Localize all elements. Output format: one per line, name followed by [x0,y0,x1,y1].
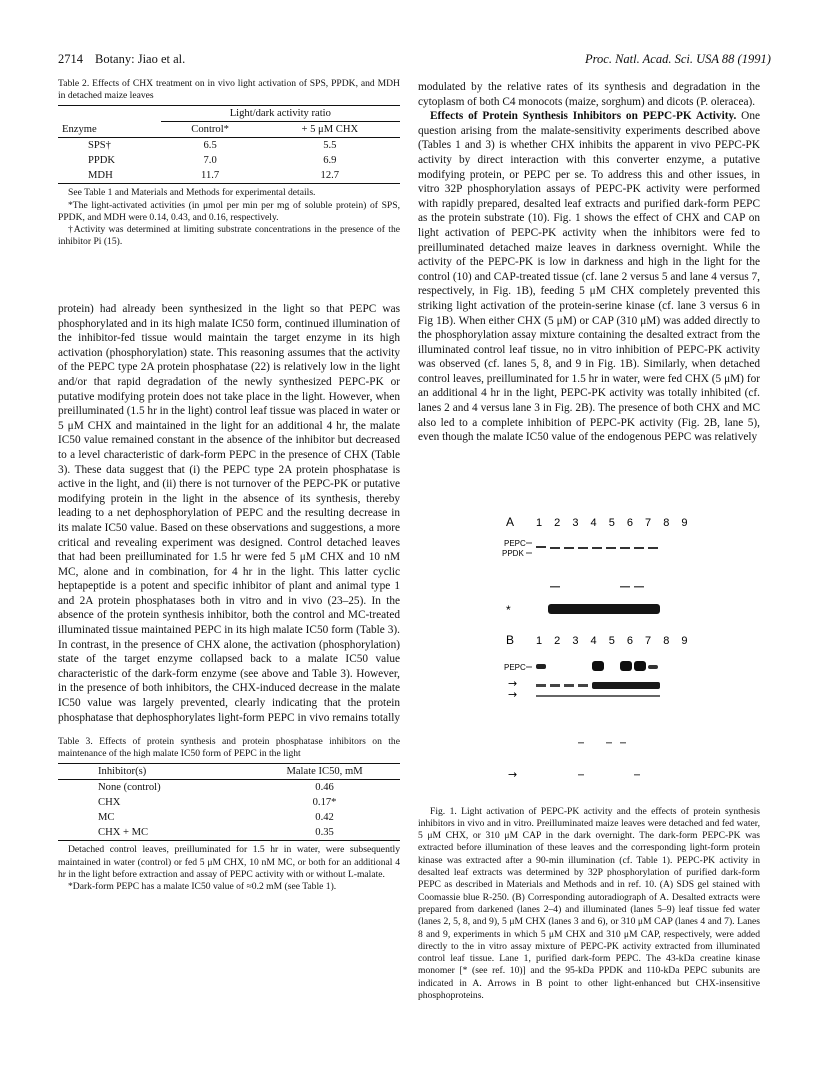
right-column-body [418,80,760,504]
gel-band [648,665,658,669]
gel-band [536,695,660,697]
lane-numbers-a: 1 2 3 4 5 6 7 8 9 [536,517,693,529]
gel-band [634,774,640,776]
gel-b-pepc-bands [536,661,658,671]
gel-band [620,661,632,671]
body-paragraph: protein) had already been synthesized in the light so that PEPC was phosphorylated and in its high malate IC50 form, continued illumination of the inhibitor-fed tissue would maintain the target enzyme in its high activation (phosphorylation) state. This reasoning assumes that the activity of the PEPC type 2A protein phosphatase (22) is relatively low in the light and/or that rapid degradation of the newly synthesized PEPC-PK or putative modifying protein does not take place in the light. However, when preilluminated (1.5 hr in the light) control leaf tissue was placed in water or 5 μM CHX and maintained in the light for an additional 4 hr, the malate IC50 value remained constant in the absence of the inhibitor but decreased to a level characteristic of dark-form PEPC in the presence of CHX (Table 3). These data suggest that (i) the PEPC type 2A protein phosphatase is active in the light, and (ii) there is not turnover of the PEPC-PK or putative modifying protein in the light in the absence of its synthesis, thereby leading to a net dephosphorylation of PEPC and the resulting decrease in its malate IC50 value. Based on these observations and suggestions, a more critical and revealing experiment was designed. Control detached leaves that had been preilluminated for 1.5 hr were fed 5 μM CHX and 10 nM MC, alone and in combination, for 4 hr in the light. This latter cyclic heptapeptide is a potent and specific inhibitor of plant and animal type 1 and 2A protein phosphatases both in vitro and in vivo (23–25). In the absence of the protein synthesis inhibitor, both the control and MC-treated illuminated tissue maintained PEPC in its high malate IC50 form (Table 3). In contrast, in the presence of CHX alone, the activation (phosphorylation) state of the target enzyme collapsed back to a malate IC50 value characteristic of the dark-form enzyme (see above and Table 3). However, in the presence of both inhibitors, the CHX-induced decrease in the malate IC50 value was largely prevented, clearly indicating that the protein phosphatase that dephosphorylates light-form PEPC in vivo remains totally [58,303,400,724]
arrow-icon: → [508,677,518,690]
gel-band [578,684,588,687]
table3-note: Detached control leaves, preilluminated for 1.5 hr in water, were subsequently maintained in water (control) or fed 5 μM CHX, 10 nM MC, or both for an additional 4 hr in the light before extraction and assay of PEPC activity with or without L-malate. [58,844,400,880]
table3 [58,736,400,893]
gel-band [606,742,612,744]
gel-band [578,547,588,549]
panel-a-label: A [506,515,515,529]
body-paragraph: One question arising from the malate-sensitivity experiments described above (Tables 1 and 3) is whether CHX inhibits the apparent in vivo PEPC-PK activity by direct interaction with this converter enzyme, a putative modifying protein, or PEPC per se. To address this and other issues, in vitro 32P phosphorylation assays of PEPC-PK activity were performed with rapidly prepared, desalted leaf extracts and purified dark-form PEPC as the protein substrate (10). Fig. 1 shows the effect of CHX and CAP on light activation of PEPC-PK activity when the inhibitors were fed to preilluminated detached maize leaves in darkness overnight. While the activity of the PEPC-PK is low in darkness and high in the light for the control (10) and CAP-treated tissue (cf. lane 2 versus 5 and lane 4 versus 7, respectively, in Fig. 1B), feeding 5 μM CHX completely prevented this striking light activation of the protein-serine kinase (cf. lane 3 versus 6 in Fig 1B). When either CHX (5 μM) or CAP (310 μM) was added directly to the phosphorylation assay mixture containing the desalted extract from the illuminated control leaf tissue, no in vitro inhibition of PEPC-PK activity was observed (cf. lanes 5, 8, and 9 in Fig. 1B). Similarly, when detached control leaves, preilluminated for 1.5 hr in water, were fed CHX (5 μM) for an additional 4 hr in the light, PEPC-PK activity was totally inhibited (cf. lanes 2 and 4 versus lane 3 in Fig. 2B). The presence of both CHX and MC also led to a complete inhibition of PEPC-PK activity (Fig. 2B, lane 5), even though the malate IC50 value of the endogenous PEPC was relatively [418,110,760,444]
table3-col-ic50: Malate IC50, mM [286,765,363,777]
gel-band [606,547,616,549]
table3-grid [58,764,400,841]
table2-col-control: Control* [191,123,229,135]
gel-a-mid-bands [550,586,644,588]
ppdk-label: PPDK [502,549,524,558]
table-row: PPDK 7.0 6.9 [88,154,337,166]
gel-band [592,661,604,671]
gel-figure [418,512,760,784]
body-paragraph-intro: modulated by the relative rates of its synthesis and degradation in the cytoplasm of both C4 monocots (maize, sorghum) and dicots (P. oleracea). [418,81,760,108]
gel-band [536,684,546,687]
left-column-body [58,302,400,724]
table-row: CHX + MC 0.35 [58,825,400,841]
page-number: 2714 [58,52,83,66]
table-row: MC 0.42 [98,811,334,823]
gel-band [634,586,644,588]
gel-band [550,684,560,687]
creatine-kinase-band [548,604,660,614]
gel-band [592,547,602,549]
section-heading: Effects of Protein Synthesis Inhibitors on PEPC-PK Activity. [430,110,737,123]
gel-band [634,661,646,671]
gel-band [550,547,560,549]
table3-title: Table 3. Effects of protein synthesis and protein phosphatase inhibitors on the maintenance of the high malate IC50 form of PEPC in the light [58,736,400,760]
panel-b-label: B [506,633,515,647]
figure-1 [418,512,760,784]
table2 [58,78,400,248]
gel-band [578,742,584,744]
gel-b-faint-bands [578,742,640,776]
arrow-icon: → [508,768,518,781]
table2-group-header: Light/dark activity ratio [161,106,400,122]
table3-note: *Dark-form PEPC has a malate IC50 value of ≈0.2 mM (see Table 1). [68,881,337,893]
gel-band [536,546,546,548]
table2-col-chx: + 5 μM CHX [301,123,359,135]
table2-grid [58,106,400,184]
gel-b-light-enhanced-bands [536,682,660,697]
arrow-icon: → [508,688,518,701]
table-row: CHX 0.17* [98,796,337,808]
asterisk-marker: * [506,603,511,617]
table-row: MDH 11.7 12.7 [58,168,400,184]
table-row: SPS† 6.5 5.5 [88,139,337,151]
journal-reference: Proc. Natl. Acad. Sci. USA 88 (1991) [585,52,771,66]
table2-note: See Table 1 and Materials and Methods for experimental details. [68,187,316,199]
gel-band [648,547,658,549]
table2-note: †Activity was determined at limiting substrate concentrations in the presence of the inhibitor Pi (15). [58,224,400,248]
figure-1-caption [418,796,760,1012]
gel-band [592,682,660,689]
pepc-label-b: PEPC [504,663,526,672]
caption-text: Fig. 1. Light activation of PEPC-PK activity and the effects of protein synthesis inhibitors in vivo and in vitro. Preilluminated maize leaves were detached and fed water, 5 μM CHX, or 310 μM CAP in the dark overnight. The dark-form PEPC-PK was extracted before illumination of these leaves and the corresponding light-form protein kinase was extracted after a 90-min illumination (cf. Table 1). PEPC-PK activity in desalted leaf extracts was determined by 32P phosphorylation of purified dark-form PEPC as described in Materials and Methods and in ref. 10. (A) SDS gel stained with Coomassie blue R-250. (B) Corresponding autoradiograph of A. Desalted extracts were prepared from darkened (lanes 2–4) and illuminated (lanes 5–9) leaf tissue fed water (lanes 2, 5, 8, and 9), 5 μM CHX (lanes 3 and 6), or 310 μM CAP (lanes 4 and 7). Lanes 8 and 9, experiments in which 5 μM CHX and 310 μM CAP, respectively, were added directly to the in vitro assay mixture of PEPC-PK activity extracted from illuminated control leaf tissue. Lane 1, purified dark-form PEPC. The 43-kDa creatine kinase monomer [* (see ref. 10)] and the 95-kDa PPDK and 110-kDa PEPC subunits are indicated in A. Arrows in B point to other light-enhanced but CHX-insensitive phosphoproteins. [418,805,760,1002]
pepc-label-a: PEPC [504,539,526,548]
gel-band [536,664,546,669]
gel-band [620,586,630,588]
gel-band [620,742,626,744]
gel-band [634,547,644,549]
lane-numbers-b: 1 2 3 4 5 6 7 8 9 [536,635,693,647]
table2-note: *The light-activated activities (in μmol per min per mg of soluble protein) of SPS, PPDK, and MDH were 0.14, 0.43, and 0.16, respectively. [58,199,400,223]
gel-band [578,774,584,776]
table-row: None (control) 0.46 [98,781,334,793]
table2-col-enzyme: Enzyme [62,123,97,135]
gel-a-top-bands [536,546,658,549]
gel-band [620,547,630,549]
gel-band [564,547,574,549]
table3-col-inhibitor: Inhibitor(s) [98,765,147,777]
gel-band [550,586,560,588]
gel-band [564,684,574,687]
running-section: Botany: Jiao et al. [95,52,186,66]
table2-title: Table 2. Effects of CHX treatment on in vivo light activation of SPS, PPDK, and MDH in detached maize leaves [58,78,400,102]
